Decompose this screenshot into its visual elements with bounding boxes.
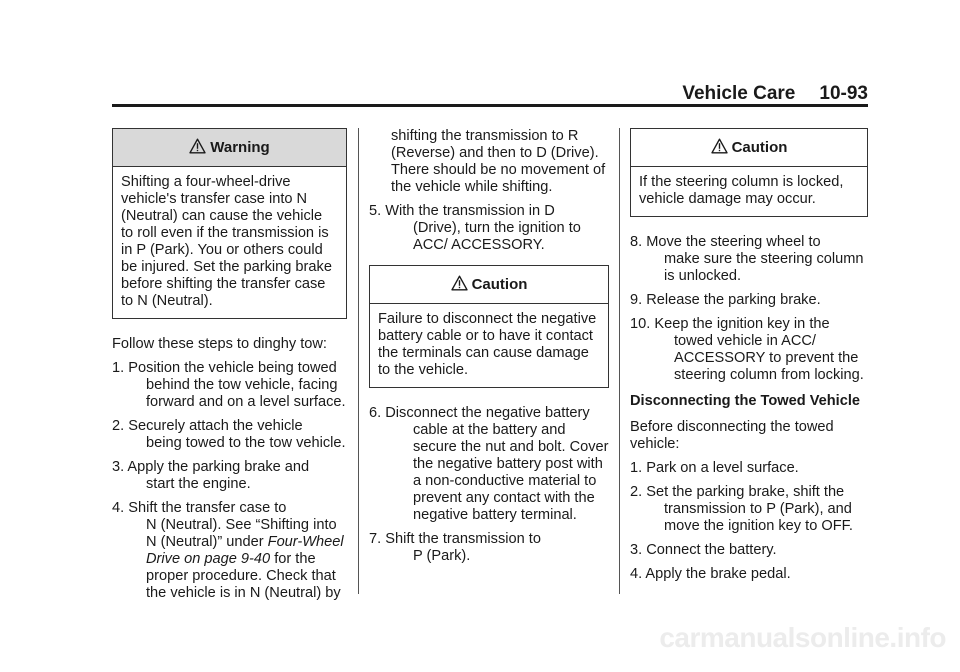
step-text: With the transmission in D <box>385 203 555 219</box>
list-item <box>630 234 868 285</box>
page-header <box>112 84 868 104</box>
list-item <box>369 203 609 254</box>
list-item <box>630 542 868 559</box>
step-number: 8. <box>630 234 643 250</box>
list-item <box>369 531 609 565</box>
step-text: Keep the ignition key in the <box>654 316 830 332</box>
step-text-continued: cable at the battery and secure the nut and bolt. Cover the negative battery post with a non-conductive material to prevent any contact with the negative battery terminal. <box>413 422 609 523</box>
warning-header <box>113 129 346 167</box>
column-divider-1 <box>358 128 359 594</box>
step-text: Park on a level surface. <box>646 460 799 476</box>
step-number: 3. <box>630 542 643 558</box>
dinghy-intro: Follow these steps to dinghy tow: <box>112 336 327 352</box>
warning-title: Warning <box>210 139 270 156</box>
step-text: Connect the battery. <box>646 542 777 558</box>
column-divider-2 <box>619 128 620 594</box>
list-item <box>630 292 868 309</box>
caution-icon <box>451 268 468 305</box>
column-1 <box>112 128 347 602</box>
subheading: Disconnecting the Towed Vehicle <box>630 393 861 409</box>
caution-box <box>369 265 609 388</box>
step-text-continued: towed vehicle in ACC/ ACCESSORY to prevent the steering column from locking. <box>674 333 864 383</box>
step-text-part: for the proper procedure. Check that the vehicle is in N (Neutral) by <box>146 551 341 601</box>
step-text: Move the steering wheel to <box>646 234 821 250</box>
step-text-continued: behind the tow vehicle, facing forward and on a level surface. <box>146 377 346 410</box>
step-number: 1. <box>112 360 125 376</box>
caution-box <box>630 128 868 217</box>
list-item <box>630 460 868 477</box>
caution-title: Caution <box>471 276 528 293</box>
step-number: 7. <box>369 531 382 547</box>
caution-body: If the steering column is locked, vehicle damage may occur. <box>639 174 844 207</box>
step-text-continued: being towed to the tow vehicle. <box>146 435 346 451</box>
step-number: 4. <box>112 500 125 516</box>
warning-icon <box>189 131 206 168</box>
caution-header <box>631 129 867 167</box>
disconnect-intro: Before disconnecting the towed vehicle: <box>630 419 834 452</box>
step-number: 9. <box>630 292 643 308</box>
step-text-continued: transmission to P (Park), and move the ignition key to OFF. <box>664 501 853 534</box>
step-number: 5. <box>369 203 382 219</box>
step-text: Disconnect the negative battery <box>385 405 590 421</box>
header-rule <box>112 104 868 107</box>
step-text: Set the parking brake, shift the <box>646 484 845 500</box>
step-text: Position the vehicle being towed <box>128 360 337 376</box>
warning-body: Shifting a four-wheel-drive vehicle's transfer case into N (Neutral) can cause the vehicle to roll even if the transmission is in P (Park). You or others could be injured. Set the parking brake before shifting the transfer case to N (Neutral). <box>121 174 332 309</box>
caution-icon <box>711 131 728 168</box>
list-item <box>112 500 347 602</box>
step-number: 1. <box>630 460 643 476</box>
caution-title: Caution <box>731 139 788 156</box>
list-item <box>369 405 609 524</box>
step-text: Apply the parking brake and <box>127 459 310 475</box>
caution-body: Failure to disconnect the negative battery cable or to have it contact the terminals can cause damage to the vehicle. <box>378 311 597 378</box>
step-text: Shift the transmission to <box>385 531 541 547</box>
step-number: 6. <box>369 405 382 421</box>
warning-box <box>112 128 347 319</box>
continued-text: shifting the transmission to R (Reverse) and then to D (Drive). There should be no movement of the vehicle while shifting. <box>391 128 606 195</box>
list-item <box>112 459 347 493</box>
step-text: Securely attach the vehicle <box>128 418 303 434</box>
step-text: Release the parking brake. <box>646 292 821 308</box>
step-text: Apply the brake pedal. <box>645 566 791 582</box>
list-item <box>630 484 868 535</box>
step-number: 2. <box>112 418 125 434</box>
step-text-continued <box>129 517 347 602</box>
step-text: Shift the transfer case to <box>128 500 287 516</box>
list-item <box>630 566 868 583</box>
cross-reference: Four-Wheel Drive on page 9-40 <box>146 534 344 567</box>
step-number: 3. <box>112 459 125 475</box>
column-3 <box>630 128 868 583</box>
step-number: 4. <box>630 566 643 582</box>
list-item <box>630 316 868 384</box>
step-text-continued: P (Park). <box>413 548 471 564</box>
step-number: 10. <box>630 316 651 332</box>
page-number: 10-93 <box>819 83 868 104</box>
step-text-continued: (Drive), turn the ignition to ACC/ ACCESSORY. <box>413 220 581 253</box>
list-item <box>112 360 347 411</box>
column-2 <box>369 128 609 565</box>
step-text-part: N (Neutral). See “Shifting into N (Neutral)” under <box>146 517 337 550</box>
step-number: 2. <box>630 484 643 500</box>
caution-header <box>370 266 608 304</box>
list-item <box>112 418 347 452</box>
section-title: Vehicle Care <box>682 83 796 104</box>
watermark: carmanualsonline.info <box>659 622 946 653</box>
step-text-continued: start the engine. <box>146 476 251 492</box>
step-text-continued: make sure the steering column is unlocked. <box>664 251 864 284</box>
